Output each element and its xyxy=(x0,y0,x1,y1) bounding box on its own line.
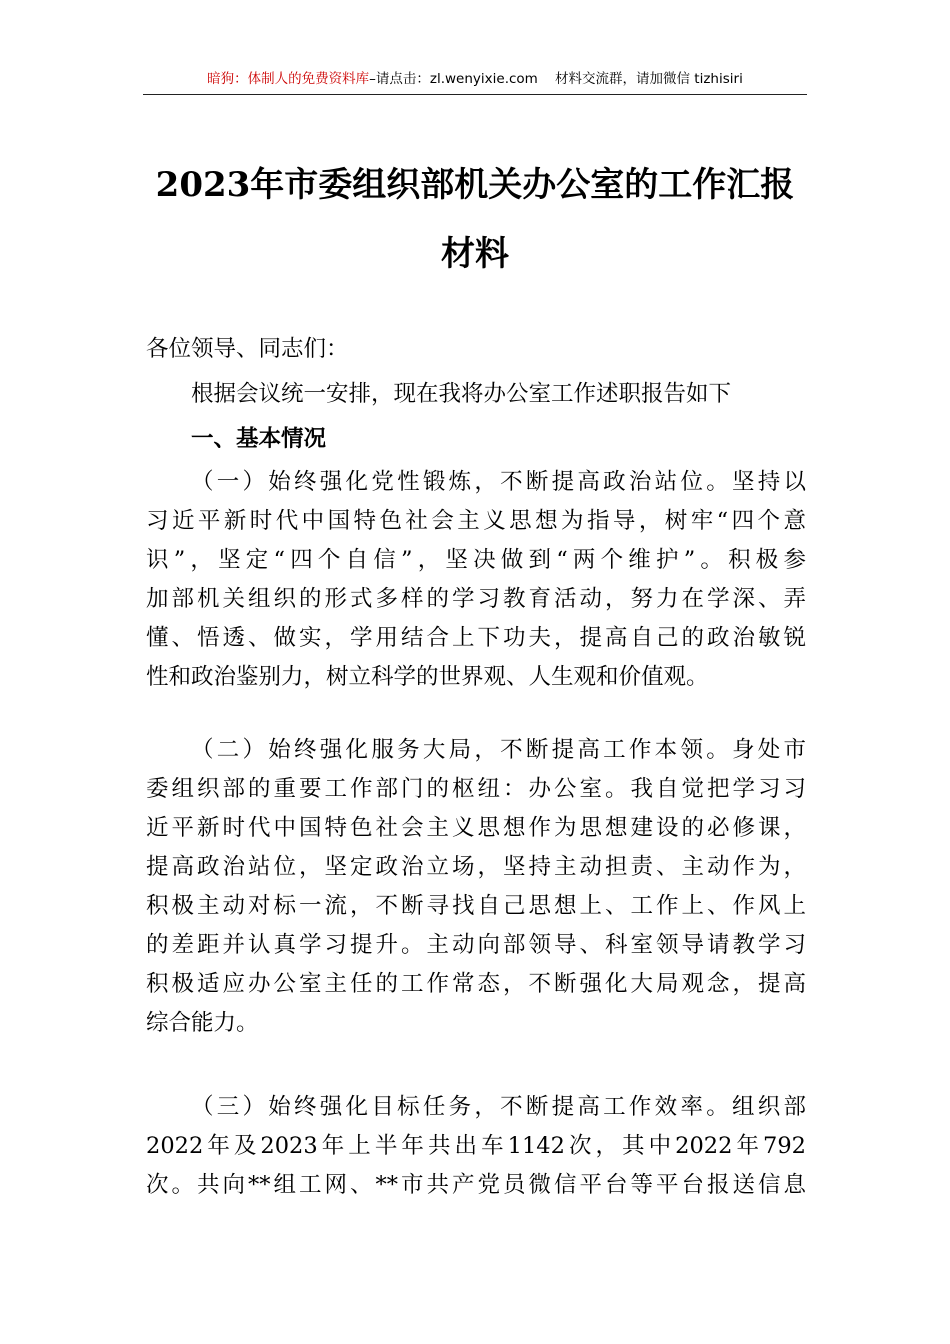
paragraph-line: 习近平新时代中国特色社会主义思想为指导，树牢“四个意 xyxy=(146,508,806,534)
header-divider xyxy=(143,94,807,95)
salutation-block xyxy=(146,330,806,369)
paragraph-2 xyxy=(146,731,806,1043)
paragraph-line: 积极主动对标一流，不断寻找自己思想上、工作上、作风上 xyxy=(146,893,806,919)
intro-paragraph: 根据会议统一安排，现在我将办公室工作述职报告如下 xyxy=(191,381,732,407)
paragraph-line: 综合能力。 xyxy=(146,1010,259,1036)
paragraph-line: 的差距并认真学习提升。主动向部领导、科室领导请教学习 xyxy=(146,932,806,958)
paragraph-line: 积极适应办公室主任的工作常态，不断强化大局观念，提高 xyxy=(146,971,806,997)
header-brand: 暗狗：体制人的免费资料库 xyxy=(207,71,370,87)
paragraph-3 xyxy=(146,1088,806,1205)
paragraph-1 xyxy=(146,463,806,697)
paragraph-line: （三）始终强化目标任务，不断提高工作效率。组织部 xyxy=(191,1094,806,1120)
paragraph-line: 提高政治站位，坚定政治立场，坚持主动担责、主动作为， xyxy=(146,854,806,880)
document-title-line2: 材料 xyxy=(441,234,509,274)
paragraph-line: （二）始终强化服务大局，不断提高工作本领。身处市 xyxy=(191,737,806,763)
paragraph-line: 近平新时代中国特色社会主义思想作为思想建设的必修课， xyxy=(146,815,806,841)
paragraph-line: （一）始终强化党性锻炼，不断提高政治站位。坚持以 xyxy=(191,469,806,495)
paragraph-line: 次。共向**组工网、**市共产党员微信平台等平台报送信息 xyxy=(146,1172,806,1198)
section-heading: 一、基本情况 xyxy=(191,426,327,452)
paragraph-line: 委组织部的重要工作部门的枢纽：办公室。我自觉把学习习 xyxy=(146,776,806,802)
document-title-line1: 2023年市委组织部机关办公室的工作汇报 xyxy=(155,165,795,205)
header-group-info: 材料交流群，请加微信 tizhisiri xyxy=(555,71,743,87)
paragraph-line: 识”，坚定“四个自信”，坚决做到“两个维护”。积极参 xyxy=(146,547,806,573)
paragraph-line: 性和政治鉴别力，树立科学的世界观、人生观和价值观。 xyxy=(146,664,709,690)
intro-block xyxy=(146,375,806,414)
page-header xyxy=(143,68,807,90)
header-link[interactable]: –请点击：zl.wenyixie.com xyxy=(369,71,538,87)
paragraph-line: 加部机关组织的形式多样的学习教育活动，努力在学深、弄 xyxy=(146,586,806,612)
paragraph-line: 2022年及2023年上半年共出车1142次，其中2022年792 xyxy=(146,1133,806,1159)
salutation: 各位领导、同志们： xyxy=(146,336,349,362)
paragraph-line: 懂、悟透、做实，学用结合上下功夫，提高自己的政治敏锐 xyxy=(146,625,806,651)
section1-block xyxy=(146,420,806,459)
